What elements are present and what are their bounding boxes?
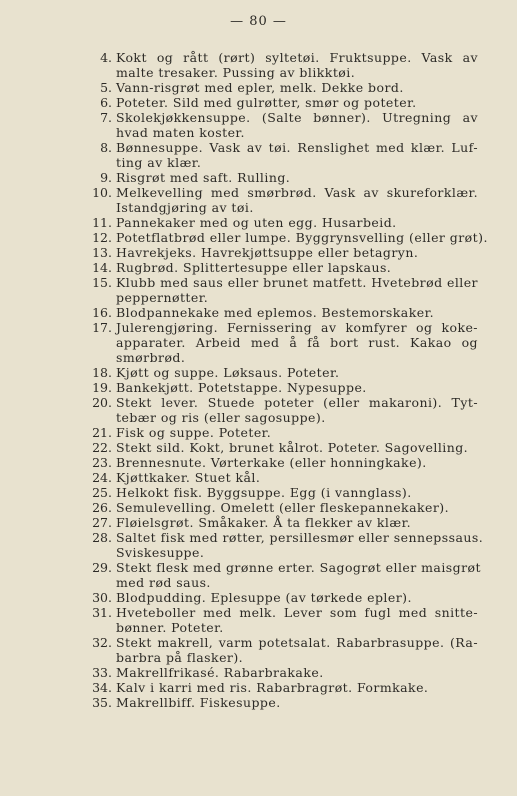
item-text-line: Semulevelling. Omelett (eller fleskepannekaker). [116,500,450,515]
list-item [88,305,478,320]
item-text-line: Fisk og suppe. Poteter. [116,425,272,440]
item-number: 8. [100,140,112,155]
item-number: 4. [100,50,112,65]
item-number: 29. [92,560,112,575]
list-item [88,320,478,365]
item-text-line: Blodpudding. Eplesuppe (av tørkede epler). [116,590,412,605]
item-number: 10. [92,185,112,200]
list-item [88,425,478,440]
item-text-line: Kalv i karri med ris. Rabarbragrøt. Formkake. [116,680,429,695]
item-text-line: Sviskesuppe. [116,545,205,560]
item-text-line: Rugbrød. Splittertesuppe eller lapskaus. [116,260,392,275]
item-number: 34. [92,680,112,695]
list-item [88,515,478,530]
item-text-line: tebær og ris (eller sagosuppe). [116,410,326,425]
list-item [88,635,478,665]
item-number: 11. [92,215,112,230]
item-text-line: Fløielsgrøt. Småkaker. Å ta flekker av klær. [116,515,412,530]
list-item [88,695,478,710]
list-item [88,605,478,635]
item-number: 27. [92,515,112,530]
list-item [88,110,478,140]
list-item [88,80,478,95]
item-text-line: Bønnesuppe. Vask av tøi. Renslighet med klær. Luf- [116,140,478,155]
item-text-line: Havrekjeks. Havrekjøttsuppe eller betagryn. [116,245,419,260]
list-item [88,365,478,380]
item-text-line: Blodpannekake med eplemos. Bestemorskaker. [116,305,435,320]
list-item [88,185,478,215]
item-number: 24. [92,470,112,485]
item-number: 31. [92,605,112,620]
list-item [88,260,478,275]
item-number: 14. [92,260,112,275]
item-text-line: Risgrøt med saft. Rulling. [116,170,291,185]
item-text-line: Stekt lever. Stuede poteter (eller makaroni). Tyt- [116,395,478,410]
list-item [88,95,478,110]
item-text-line: med rød saus. [116,575,211,590]
list-item [88,665,478,680]
item-text-line: Makrellbiff. Fiskesuppe. [116,695,281,710]
list-item [88,380,478,395]
item-text-line: Makrellfrikasé. Rabarbrakake. [116,665,324,680]
item-text-line: smørbrød. [116,350,186,365]
item-number: 19. [92,380,112,395]
list-item [88,50,478,80]
list-item [88,395,478,425]
item-number: 32. [92,635,112,650]
list-item [88,245,478,260]
item-text-line: Brennesnute. Vørterkake (eller honningkake). [116,455,427,470]
item-text-line: Skolekjøkkensuppe. (Salte bønner). Utregning av [116,110,478,125]
item-text-line: Stekt sild. Kokt, brunet kålrot. Poteter. Sagovelling. [116,440,469,455]
item-number: 7. [100,110,112,125]
item-text-line: Potetflatbrød eller lumpe. Byggrynsvelling (eller grøt). [116,230,488,245]
list-item [88,500,478,515]
lesson-list [88,50,488,710]
item-number: 21. [92,425,112,440]
item-text-line: Klubb med saus eller brunet matfett. Hvetebrød eller [116,275,478,290]
item-number: 30. [92,590,112,605]
item-number: 35. [92,695,112,710]
list-item [88,560,481,590]
item-number: 28. [92,530,112,545]
item-text-line: peppernøtter. [116,290,209,305]
item-text-line: Stekt makrell, varm potetsalat. Rabarbrasuppe. (Ra- [116,635,478,650]
item-text-line: ting av klær. [116,155,202,170]
item-text-line: barbra på flasker). [116,650,244,665]
item-text-line: Stekt flesk med grønne erter. Sagogrøt eller maisgrøt [116,560,481,575]
item-text-line: malte tresaker. Pussing av blikktøi. [116,65,356,80]
item-text-line: Kjøtt og suppe. Løksaus. Poteter. [116,365,340,380]
list-item [88,470,478,485]
item-number: 33. [92,665,112,680]
item-text-line: Hveteboller med melk. Lever som fugl med snitte- [116,605,478,620]
item-text-line: apparater. Arbeid med å få bort rust. Kakao og [116,335,478,350]
item-number: 15. [92,275,112,290]
item-text-line: Saltet fisk med røtter, persillesmør eller sennepssaus. [116,530,484,545]
list-item [88,530,484,560]
item-text-line: Bankekjøtt. Potetstappe. Nypesuppe. [116,380,367,395]
list-item [88,140,478,170]
list-item [88,215,478,230]
list-item [88,170,478,185]
list-item [88,275,478,305]
item-text-line: hvad maten koster. [116,125,245,140]
item-number: 12. [92,230,112,245]
list-item [88,230,488,245]
item-number: 6. [100,95,112,110]
item-text-line: Kokt og rått (rørt) syltetøi. Fruktsuppe. Vask av [116,50,478,65]
item-text-line: Helkokt fisk. Byggsuppe. Egg (i vannglass). [116,485,412,500]
item-text-line: Kjøttkaker. Stuet kål. [116,470,261,485]
item-text-line: Poteter. Sild med gulrøtter, smør og poteter. [116,95,417,110]
item-number: 17. [92,320,112,335]
item-text-line: Pannekaker med og uten egg. Husarbeid. [116,215,397,230]
item-text-line: Vann-risgrøt med epler, melk. Dekke bord. [116,80,404,95]
item-number: 25. [92,485,112,500]
item-text-line: Julerengjøring. Fernissering av komfyrer og koke- [116,320,478,335]
item-number: 5. [100,80,112,95]
list-item [88,590,478,605]
item-number: 18. [92,365,112,380]
list-item [88,455,478,470]
list-item [88,440,478,455]
item-text-line: bønner. Poteter. [116,620,224,635]
item-number: 22. [92,440,112,455]
list-item [88,485,478,500]
item-number: 20. [92,395,112,410]
list-item [88,680,478,695]
item-number: 23. [92,455,112,470]
page-number: — 80 — [230,14,287,29]
item-number: 26. [92,500,112,515]
item-number: 16. [92,305,112,320]
item-text-line: Melkevelling med smørbrød. Vask av skureforklær. [116,185,478,200]
item-text-line: Istandgjøring av tøi. [116,200,254,215]
item-number: 13. [92,245,112,260]
item-number: 9. [100,170,112,185]
